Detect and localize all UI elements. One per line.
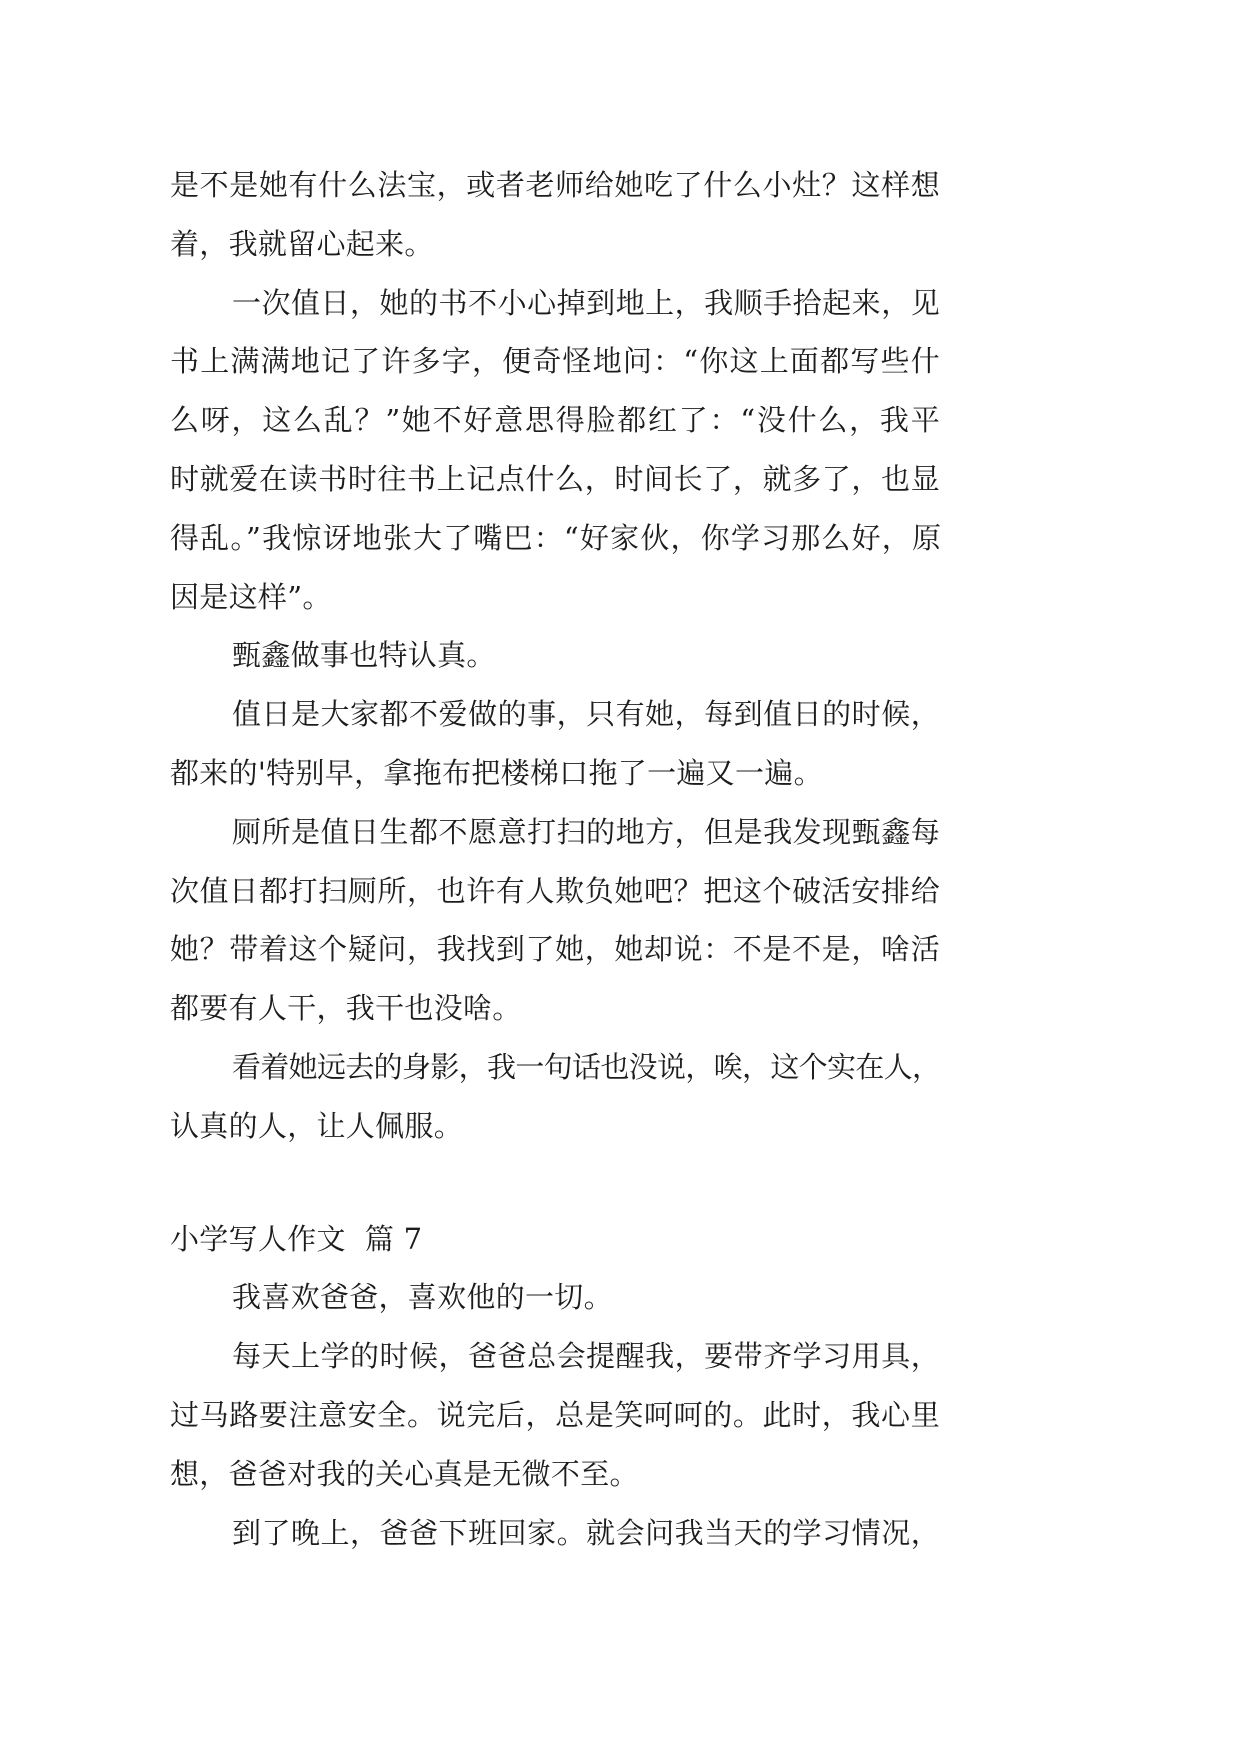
text-line: 值日是大家都不爱做的事，只有她，每到值日的时候， bbox=[232, 697, 940, 732]
text-line: 是不是她有什么法宝，或者老师给她吃了什么小灶？这样想 bbox=[170, 168, 940, 202]
text-line: 么呀，这么乱？”她不好意思得脸都红了：“没什么，我平 bbox=[170, 403, 940, 438]
text-line: 过马路要注意安全。说完后，总是笑呵呵的。此时，我心里 bbox=[170, 1397, 940, 1432]
paragraph bbox=[170, 1268, 940, 1327]
text-line: 次值日都打扫厕所，也许有人欺负她吧？把这个破活安排给 bbox=[170, 873, 940, 908]
section-heading: 小学写人作文 篇 7 bbox=[170, 1221, 423, 1256]
paragraph bbox=[170, 274, 940, 627]
text-line: 她？带着这个疑问，我找到了她，她却说：不是不是，啥活 bbox=[170, 932, 940, 967]
document-body bbox=[170, 156, 940, 1562]
paragraph bbox=[170, 685, 940, 803]
text-line: 得乱。”我惊讶地张大了嘴巴：“好家伙，你学习那么好，原 bbox=[170, 520, 940, 555]
text-line: 一次值日，她的书不小心掉到地上，我顺手拾起来，见 bbox=[232, 285, 940, 320]
text-line: 认真的人，让人佩服。 bbox=[170, 1108, 464, 1143]
paragraph bbox=[170, 1038, 940, 1156]
text-line: 时就爱在读书时往书上记点什么，时间长了，就多了，也显 bbox=[170, 461, 940, 496]
text-line: 甄鑫做事也特认真。 bbox=[232, 638, 496, 673]
text-line: 都来的'特别早，拿拖布把楼梯口拖了一遍又一遍。 bbox=[170, 755, 823, 790]
text-line: 厕所是值日生都不愿意打扫的地方，但是我发现甄鑫每 bbox=[232, 814, 940, 849]
text-line: 书上满满地记了许多字，便奇怪地问：“你这上面都写些什 bbox=[170, 344, 940, 379]
text-line: 都要有人干，我干也没啥。 bbox=[170, 991, 522, 1026]
text-line: 着，我就留心起来。 bbox=[170, 226, 434, 261]
paragraph bbox=[170, 803, 940, 1038]
text-line: 看着她远去的身影，我一句话也没说，唉，这个实在人， bbox=[232, 1049, 940, 1084]
paragraph bbox=[170, 626, 940, 685]
text-line: 想，爸爸对我的关心真是无微不至。 bbox=[170, 1456, 639, 1491]
text-line: 因是这样”。 bbox=[170, 579, 332, 614]
text-line: 每天上学的时候，爸爸总会提醒我，要带齐学习用具， bbox=[232, 1339, 940, 1374]
paragraph bbox=[170, 156, 940, 274]
paragraph bbox=[170, 1504, 940, 1563]
text-line: 我喜欢爸爸，喜欢他的一切。 bbox=[232, 1280, 613, 1315]
text-line: 到了晚上，爸爸下班回家。就会问我当天的学习情况， bbox=[232, 1515, 940, 1550]
paragraph bbox=[170, 1327, 940, 1503]
